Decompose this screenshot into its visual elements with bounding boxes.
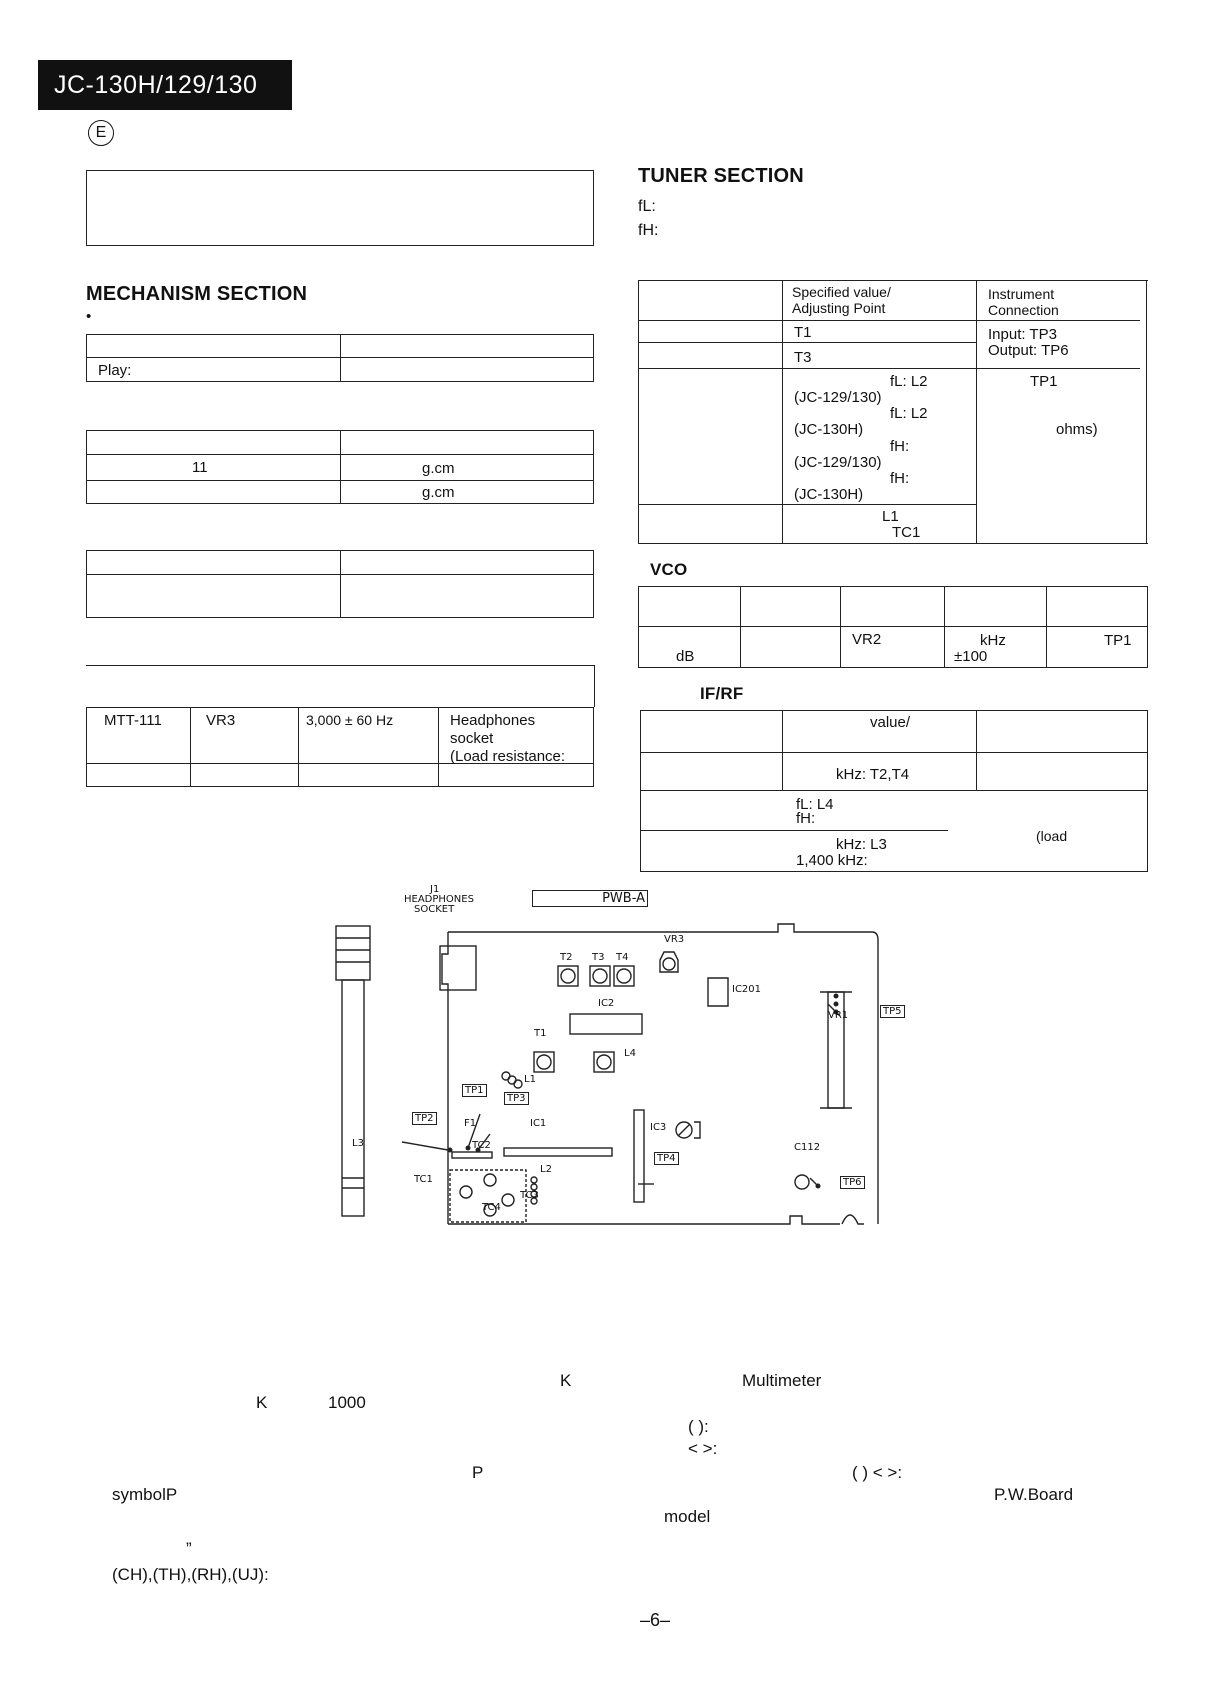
pwb-tp1: TP1 <box>462 1084 487 1097</box>
ifrf-fl-l4: fL: L4 <box>796 796 834 813</box>
tc1-point: TC1 <box>892 524 921 541</box>
vr3-conn1: Headphones <box>450 712 536 729</box>
note-symbolp: symbolP <box>112 1485 178 1504</box>
note-p: P <box>472 1463 484 1482</box>
pwb-l2: L2 <box>540 1164 552 1175</box>
note-k2: K <box>256 1393 268 1412</box>
pwb-l3: L3 <box>352 1138 364 1149</box>
tuner-fh: fH: <box>638 222 659 239</box>
pwb-socket: SOCKET <box>414 904 455 915</box>
pwb-l4: L4 <box>624 1048 636 1059</box>
ifrf-khz-t: kHz: T2,T4 <box>836 766 910 783</box>
head-instrument: Instrument <box>988 286 1055 302</box>
pwb-tp5: TP5 <box>880 1005 905 1018</box>
note-regions: (CH),(TH),(RH),(UJ): <box>112 1565 269 1584</box>
vco-title: VCO <box>650 560 688 579</box>
tp1-conn: TP1 <box>1030 373 1058 390</box>
mechanism-bullet: • <box>86 308 92 325</box>
pwb-diagram <box>320 880 900 1240</box>
torque-val1: 11 <box>192 459 208 476</box>
pwb-t2: T2 <box>560 952 573 963</box>
pwb-board-label: PWB-A <box>532 890 648 907</box>
pwb-tp3: TP3 <box>504 1092 529 1105</box>
pwb-tc1: TC1 <box>414 1174 433 1185</box>
pwb-vr1: VR1 <box>828 1010 849 1021</box>
ifrf-title: IF/RF <box>700 684 744 703</box>
page-number: –6– <box>640 1610 671 1630</box>
fl-l2-b: fL: L2 <box>890 405 928 422</box>
pwb-tp2: TP2 <box>412 1112 437 1125</box>
pwb-headphones: HEADPHONES <box>404 894 474 905</box>
pwb-tc2: TC2 <box>472 1140 491 1151</box>
pwb-l1: L1 <box>524 1074 536 1085</box>
vr3-model: MTT-111 <box>104 712 162 729</box>
model-d: (JC-130H) <box>794 486 864 503</box>
output-tp6: Output: TP6 <box>988 342 1069 359</box>
torque-unit1: g.cm <box>422 460 455 477</box>
note-model: model <box>664 1507 711 1526</box>
note-box <box>86 170 594 246</box>
ifrf-table <box>640 710 1148 872</box>
pwb-f1: F1 <box>464 1118 477 1129</box>
ifrf-load: (load <box>1036 828 1068 844</box>
pwb-tp4: TP4 <box>654 1152 679 1165</box>
note-k1: K <box>560 1371 572 1390</box>
fh-a: fH: <box>890 438 910 455</box>
torque-unit2: g.cm <box>422 484 455 501</box>
vco-tol: ±100 <box>954 648 988 665</box>
vr3-conn3: (Load resistance: <box>450 748 566 765</box>
note-quote: ” <box>186 1539 192 1558</box>
pwb-t3: T3 <box>592 952 605 963</box>
model-c: (JC-129/130) <box>794 454 882 471</box>
vco-table <box>638 586 1148 668</box>
ifrf-fh: fH: <box>796 810 816 827</box>
pwb-vr3: VR3 <box>664 934 685 945</box>
pwb-t4: T4 <box>616 952 629 963</box>
head-connection: Connection <box>988 302 1059 318</box>
vco-db: dB <box>676 648 695 665</box>
vr3-adj: VR3 <box>206 712 236 729</box>
fl-l2-a: fL: L2 <box>890 373 928 390</box>
l1-point: L1 <box>882 508 899 525</box>
fh-b: fH: <box>890 470 910 487</box>
model-a: (JC-129/130) <box>794 389 882 406</box>
pwb-t1: T1 <box>534 1028 547 1039</box>
vr3-conn2: socket <box>450 730 494 747</box>
tuner-fl: fL: <box>638 198 656 215</box>
t3-point: T3 <box>794 349 812 366</box>
pwb-ic201: IC201 <box>732 984 762 995</box>
tuner-section-title: TUNER SECTION <box>638 165 804 187</box>
vco-khz: kHz <box>980 632 1006 649</box>
pwb-tp6: TP6 <box>840 1176 865 1189</box>
model-badge: JC-130H/129/130 <box>38 60 292 110</box>
note-angle: < >: <box>688 1439 718 1458</box>
head-adjusting: Adjusting Point <box>792 300 886 316</box>
note-multimeter: Multimeter <box>742 1371 822 1390</box>
ifrf-1400: 1,400 kHz: <box>796 852 868 869</box>
play-label: Play: <box>98 362 132 379</box>
region-e-mark: E <box>88 120 114 146</box>
note-paren-angle: ( ) < >: <box>852 1463 903 1482</box>
ohms-conn: ohms) <box>1056 421 1098 438</box>
pwb-c112: C112 <box>794 1142 821 1153</box>
t1-point: T1 <box>794 324 812 341</box>
model-b: (JC-130H) <box>794 421 864 438</box>
vr3-value: 3,000 ± 60 Hz <box>306 712 394 728</box>
pwb-tc3: TC3 <box>520 1190 539 1201</box>
vco-vr2: VR2 <box>852 631 882 648</box>
note-paren: ( ): <box>688 1417 709 1436</box>
pwb-tc4: TC4 <box>482 1202 501 1213</box>
pwb-ic2: IC2 <box>598 998 615 1009</box>
head-specified: Specified value/ <box>792 284 891 300</box>
note-pwboard: P.W.Board <box>994 1485 1074 1504</box>
ifrf-khz-l3: kHz: L3 <box>836 836 887 853</box>
mechanism-section-title: MECHANISM SECTION <box>86 283 308 305</box>
pwb-j1: J1 <box>430 884 440 895</box>
vco-tp1: TP1 <box>1104 632 1132 649</box>
ifrf-value: value/ <box>870 714 911 731</box>
input-tp3: Input: TP3 <box>988 326 1057 343</box>
pwb-ic3: IC3 <box>650 1122 667 1133</box>
note-1000: 1000 <box>328 1393 366 1412</box>
pwb-ic1: IC1 <box>530 1118 547 1129</box>
